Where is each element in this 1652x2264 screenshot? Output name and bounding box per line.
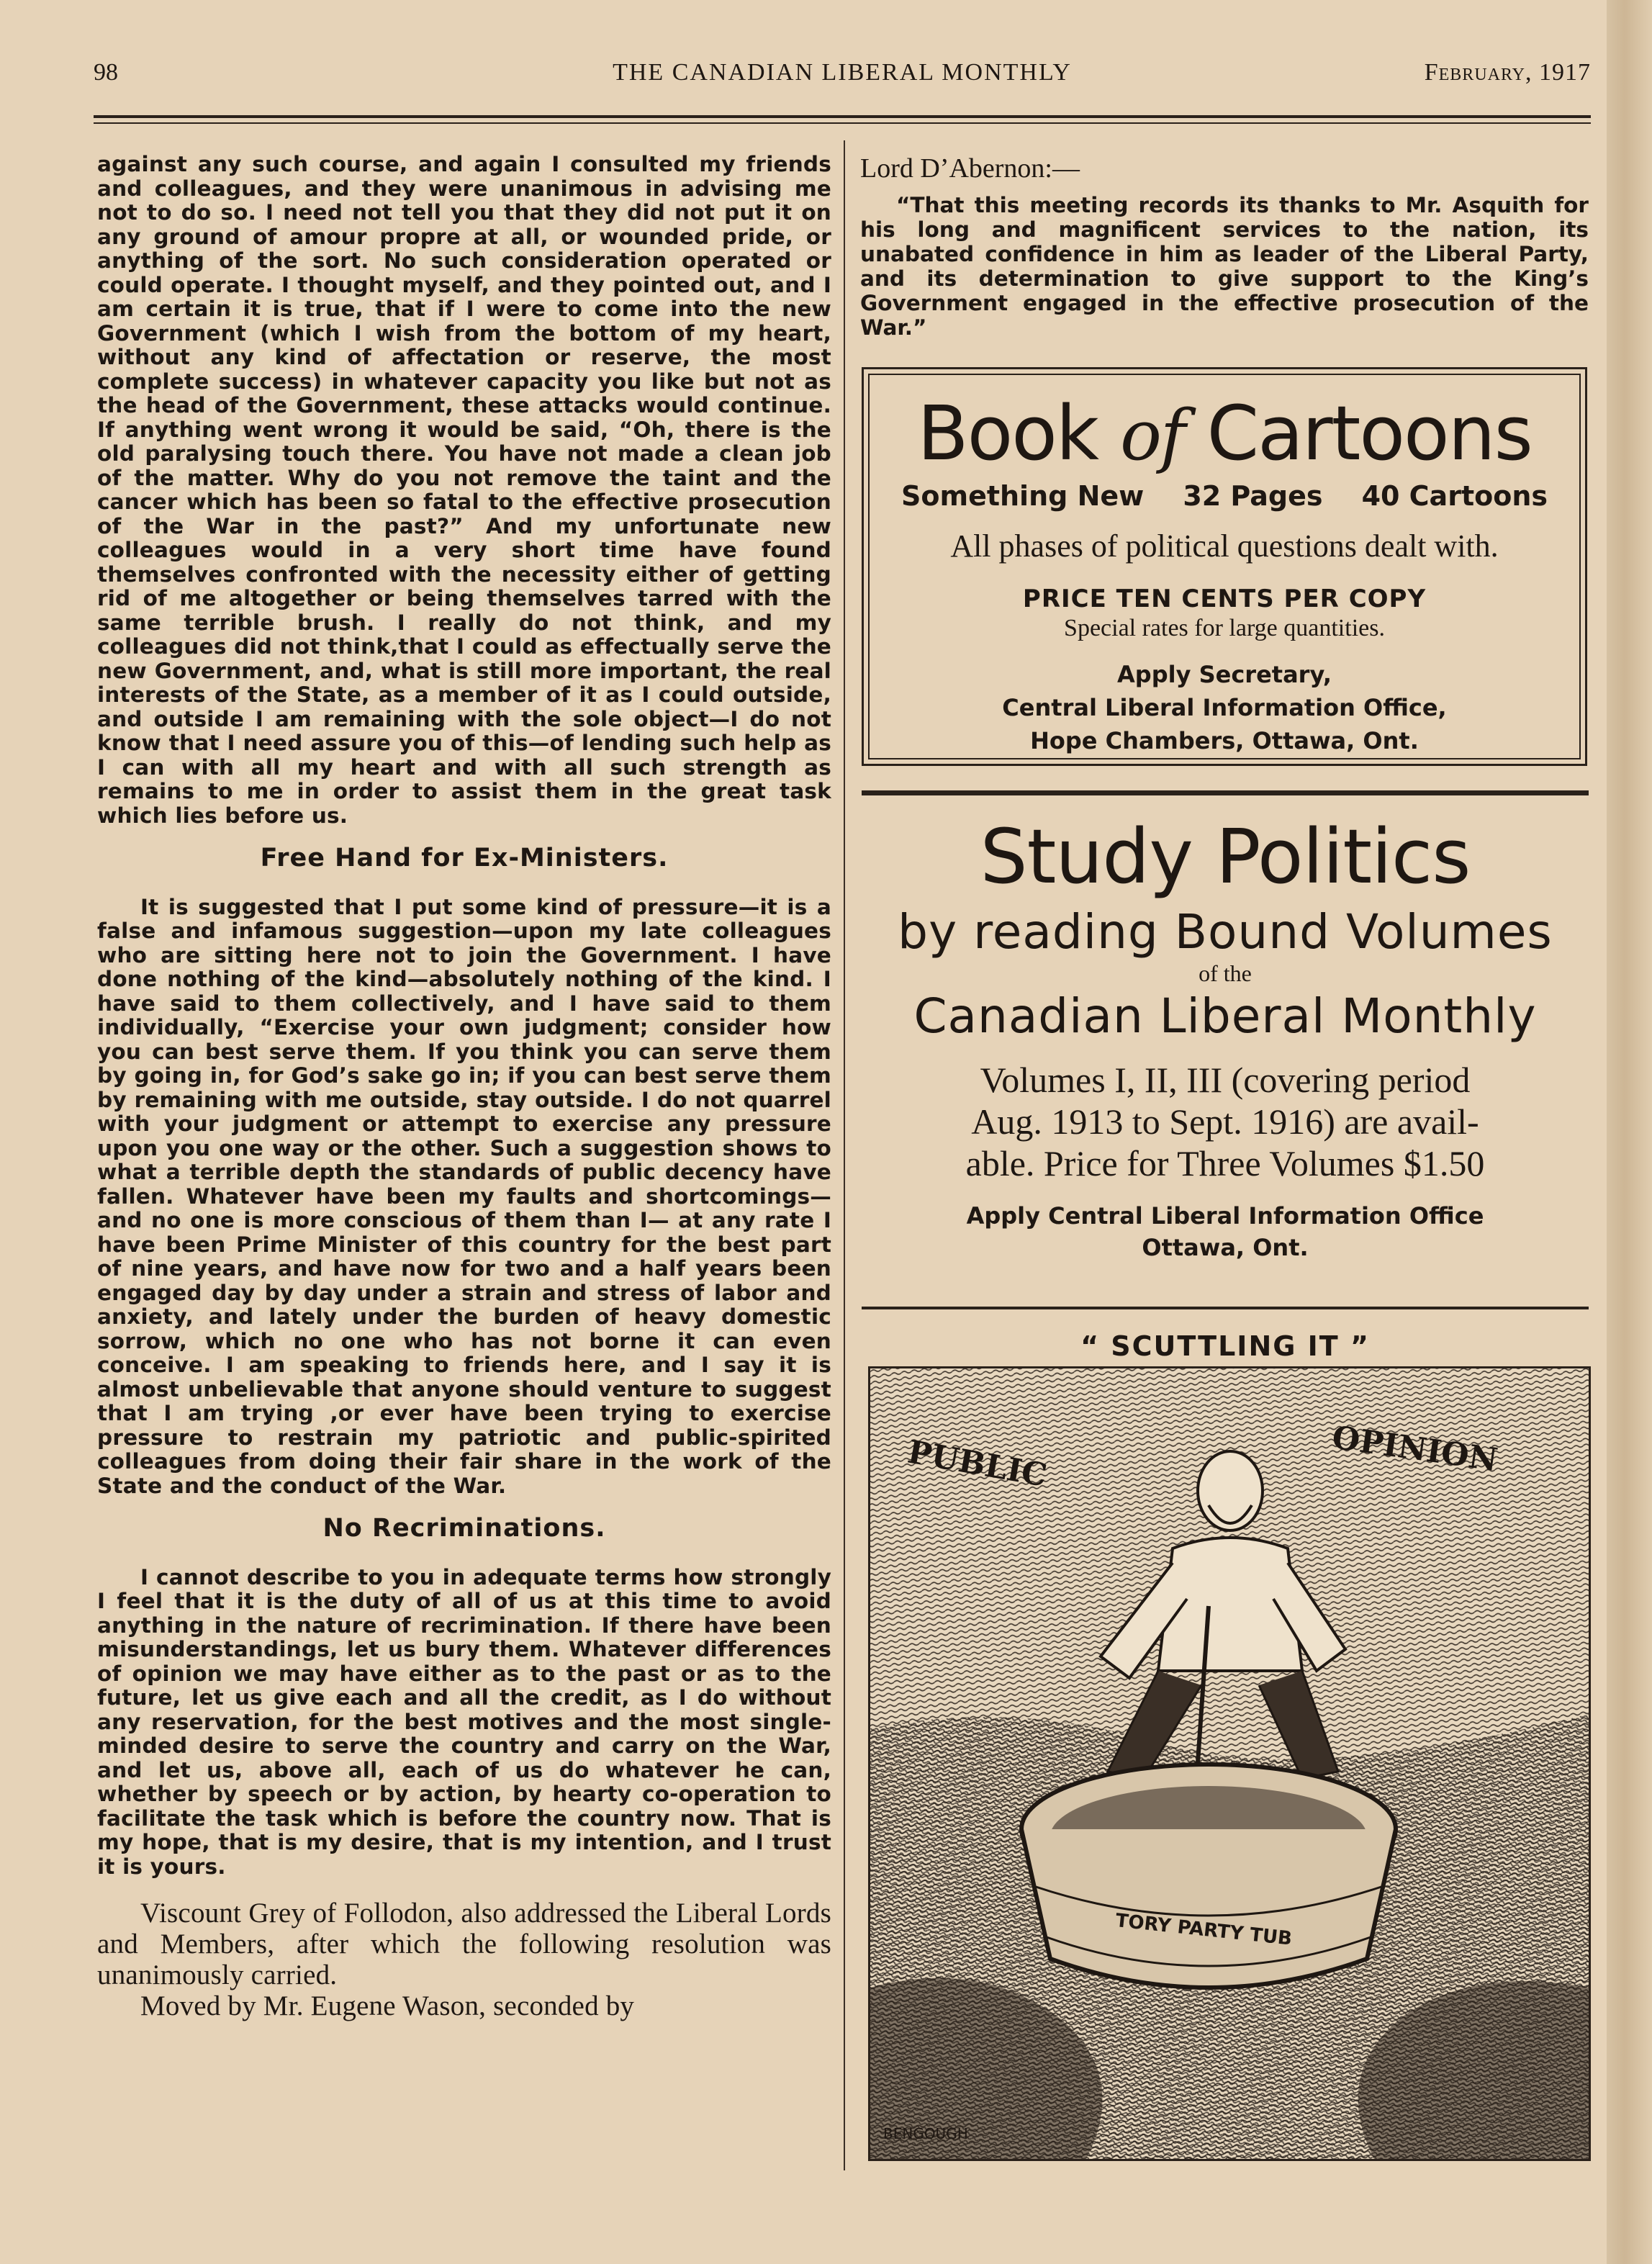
ad-contact-line: Central Liberal Information Office, xyxy=(1002,694,1447,721)
right-column xyxy=(860,153,1589,340)
paragraph: I cannot describe to you in adequate terms how strongly I feel that it is the duty of all of us at this time to avoid anything in the nature of recrimination. If there have been misunderstandings, let us bury them. Whatever differences of opinion we may have either as to the past or as to the future, let us give each and all the credit, as I do without any reservation, for the best motives and the most single-minded desire to serve the country and carry on the War, and let us, above all, each of us do whatever he can, whether by speech or by action, by hearty co-operation to facilitate the task which is before the country now. That is my hope, that is my desire, that is my intention, and I trust it is yours. xyxy=(97,1564,831,1879)
ad-contact-line: Apply Secretary, xyxy=(1117,661,1332,688)
ad-title-of: of xyxy=(1120,395,1185,476)
label-tub: TORY PARTY TUB xyxy=(1114,1910,1294,1950)
paragraph: against any such course, and again I consulted my friends and colleagues, and they were unanimous in advising me not to do so. I need not tell you that they did not put it on any ground of amour propre at all, or wounded pride, or anything of the sort. No such consideration operated or could operate. I thought myself, and they pointed out, and I am certain it is true, that if I were to come into the new Government (which I wish from the bottom of my heart, without any kind of affectation or reserve, the most complete success) in whatever capacity you like but not as the head of the Government, these attacks would continue. If anything went wrong it would be said, “Oh, there is the old paralysing touch there. You have not made a clean job of the matter. Why do you not remove the taint and the cancer which has been so fatal to the effective prosecution of the War in the past?” And my unfortunate new colleagues would in a very short time have found themselves confronted with the necessity either of getting rid of me altogether or being themselves tarred with the same terrible brush. I really do not think, and my colleagues did not think,that I could as effectually serve the new Government, and, what is still more important, the real interests of the State, as a member of it as I could outside, and outside I am remaining with the sole object—I do not know that I need assure you of this—of lending such help as I can with all my heart and with all such strength as remains to me in order to assist them in the great task which lies before us. xyxy=(97,152,831,828)
ad-title-book: Book xyxy=(917,389,1098,477)
ad-price: PRICE TEN CENTS PER COPY xyxy=(1022,585,1427,613)
ad-title xyxy=(870,389,1579,477)
cartoon-drawing xyxy=(870,1368,1589,2159)
adjacent-page-edge xyxy=(1607,0,1652,2264)
study-contact xyxy=(862,1200,1589,1263)
ad-special-rates: Special rates for large quantities. xyxy=(1064,615,1385,641)
tub xyxy=(1021,1764,1396,1988)
study-of-the: of the xyxy=(1199,960,1252,986)
ad-description: All phases of political questions dealt with. xyxy=(950,528,1499,564)
study-volumes xyxy=(862,1059,1589,1184)
ad-inner-border xyxy=(868,374,1581,759)
section-rule xyxy=(862,1307,1589,1309)
label-opinion: OPINION xyxy=(1330,1419,1500,1479)
study-magazine-name: Canadian Liberal Monthly xyxy=(913,988,1537,1044)
header-rule xyxy=(94,115,1591,118)
label-public: PUBLIC xyxy=(905,1433,1050,1494)
speaker-line: Lord D’Abernon:— xyxy=(860,153,1080,184)
study-contact-line: Apply Central Liberal Information Office xyxy=(966,1202,1484,1230)
section-heading: Free Hand for Ex-Ministers. xyxy=(260,844,669,872)
cartoon-illustration xyxy=(868,1366,1591,2161)
section-rule xyxy=(862,790,1589,795)
paragraph: Moved by Mr. Eugene Wason, seconded by xyxy=(140,1990,635,2021)
magazine-title: THE CANADIAN LIBERAL MONTHLY xyxy=(613,59,1072,86)
ad-tag-cartoons: 40 Cartoons xyxy=(1361,480,1548,512)
issue-date: February, 1917 xyxy=(1424,59,1591,86)
section-heading: No Recriminations. xyxy=(322,1514,606,1543)
ad-title-cartoons: Cartoons xyxy=(1206,389,1532,477)
artist-signature: BENGOUGH xyxy=(883,2125,968,2142)
study-subtitle: by reading Bound Volumes xyxy=(898,904,1553,960)
cartoon-caption: “ SCUTTLING IT ” xyxy=(1080,1330,1370,1362)
ad-contact xyxy=(870,658,1579,757)
ad-contact-line: Hope Chambers, Ottawa, Ont. xyxy=(1030,727,1419,754)
left-column xyxy=(97,153,831,2021)
resolution-text: “That this meeting records its thanks to Mr. Asquith for his long and magnificent services to the nation, its unabated confidence in him as leader of the Liberal Party, and its determination to give support to the King’s Government engaged in the effective prosecution of the War.” xyxy=(860,193,1589,340)
ad-details-row xyxy=(870,480,1579,512)
ad-tag-new: Something New xyxy=(901,480,1145,512)
paragraph: It is suggested that I put some kind of pressure—it is a false and infamous suggestion—upon my late colleagues who are sitting here not to join the Government. I have done nothing of the kind—absolutely nothing of the kind. I have said to them collectively, and I have said to them individually, “Exercise your own judgment; consider how you can best serve them. If you think you can serve them by going in, for God’s sake go in; if you can best serve them by remaining with me outside, stay outside. I do not quarrel with your judgment or attempt to exercise any pressure upon you one way or the other. Such a suggestion shows to what a terrible depth the standards of public decency have fallen. Whatever have been my faults and shortcomings—and no one is more conscious of them than I— at any rate I have been Prime Minister of this country for the best part of nine years, and have now for two and a half years been engaged day by day under a strain and stress of labor and anxiety, and lately under the burden of heavy domestic sorrow, which no one who has not borne it can even conceive. I am speaking to friends here, and I say it is almost unbelievable that anyone should venture to suggest that I am trying ,or ever have been trying to exercise pressure to restrain my patriotic and public-spirited colleagues from doing their fair share in the work of the State and the conduct of the War. xyxy=(97,894,831,1498)
paragraph: Viscount Grey of Follodon, also addressed the Liberal Lords and Members, after which the following resolution was unanimously carried. xyxy=(97,1898,831,1990)
study-volumes-line: Volumes I, II, III (covering period xyxy=(980,1060,1471,1100)
study-volumes-line: Aug. 1913 to Sept. 1916) are avail- xyxy=(971,1101,1479,1142)
ad-tag-pages: 32 Pages xyxy=(1183,480,1323,512)
study-contact-line: Ottawa, Ont. xyxy=(1142,1234,1309,1261)
book-of-cartoons-ad xyxy=(862,367,1587,766)
column-divider xyxy=(844,140,845,2170)
study-title: Study Politics xyxy=(980,813,1471,901)
study-volumes-line: able. Price for Three Volumes $1.50 xyxy=(965,1143,1485,1183)
running-header xyxy=(94,59,1591,102)
study-politics-ad xyxy=(862,810,1589,1263)
header-rule-thin xyxy=(94,122,1591,124)
page-number: 98 xyxy=(94,59,118,86)
